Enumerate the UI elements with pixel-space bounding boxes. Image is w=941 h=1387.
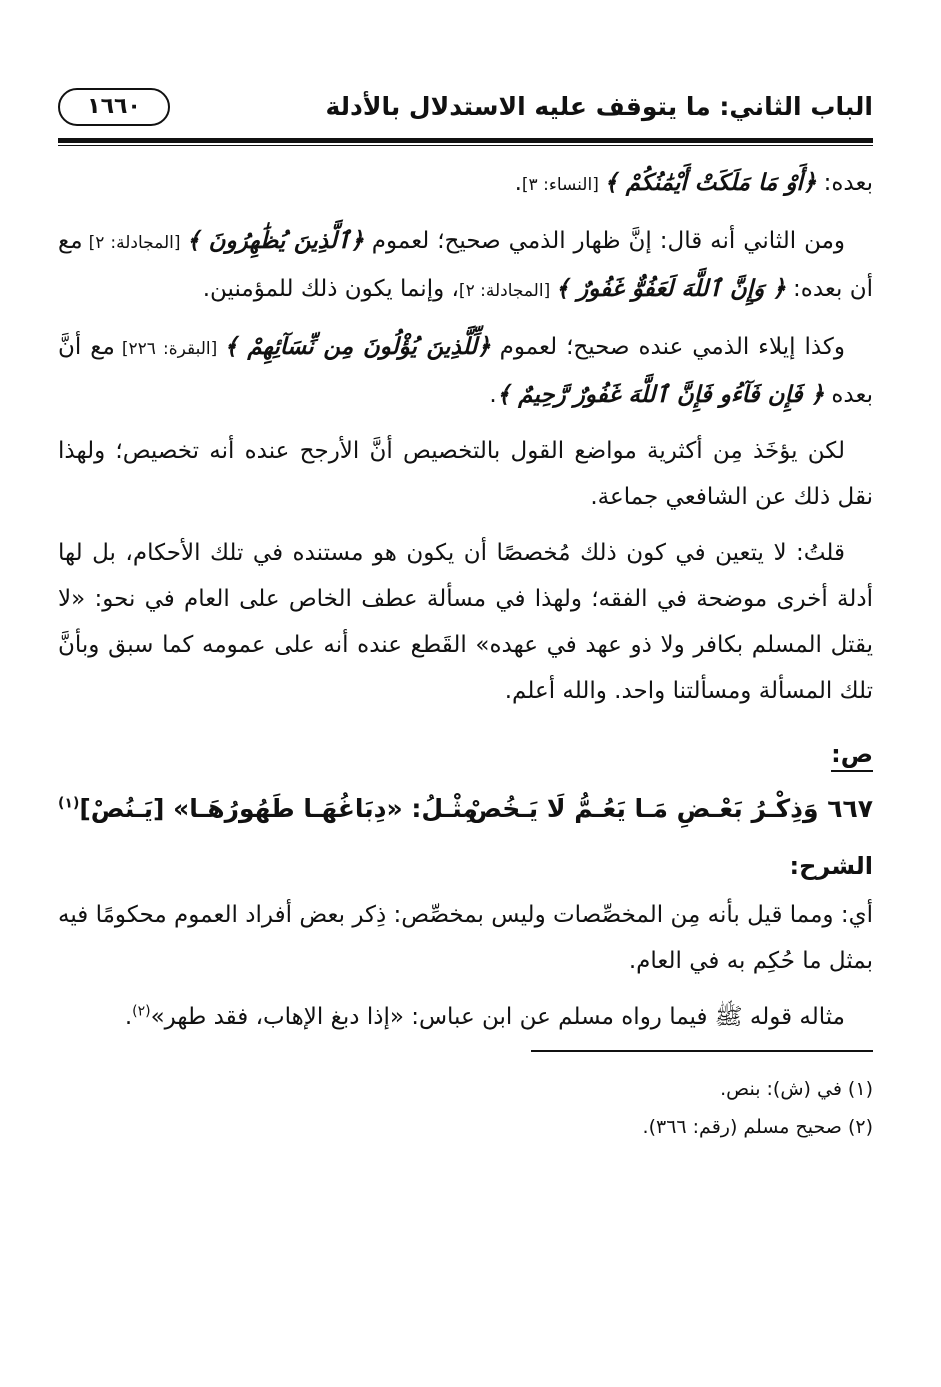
text: ، وإنما يكون ذلك للمؤمنين. (202, 276, 459, 302)
quran-verse: ﴿ٱلَّذِينَ يُظَٰهِرُونَ ﴾ (186, 228, 364, 254)
text: . (124, 1004, 133, 1030)
verse-citation: [المجادلة: ٢] (82, 233, 187, 253)
quran-verse: ﴿لِّلَّذِينَ يُؤْلُونَ مِن نِّسَآئِهِمْ ﴾ (224, 334, 491, 360)
text: . (489, 382, 497, 408)
page-number: ١٦٦٠ (58, 88, 170, 126)
poem-verse (58, 780, 873, 834)
quran-verse: ﴿أَوْ مَا مَلَكَتْ أَيْمَٰنُكُمْ ﴾ (604, 170, 817, 196)
poem-hemistich-2 (58, 786, 478, 832)
main-text (58, 160, 873, 1040)
quran-verse: ﴿ وَإِنَّ ٱللَّهَ لَعَفُوٌّ غَفُورٌ ﴾ (555, 276, 786, 302)
footnotes (58, 1070, 873, 1146)
text: وكذا إيلاء الذمي عنده صحيح؛ لعموم (490, 334, 845, 360)
text: ومن الثاني أنه قال: إنَّ ظهار الذمي صحيح؛ لعموم (363, 228, 846, 254)
header-rule-thick (58, 138, 873, 143)
paragraph-1 (58, 160, 873, 208)
paragraph-7 (58, 994, 873, 1040)
text: مثاله قوله ﷺ فيما رواه مسلم عن ابن عباس: «إذا دبغ الإهاب، فقد طهر» (150, 1004, 845, 1030)
verse-citation: [المجادلة: ٢] (458, 281, 556, 301)
text: مع أنَّ بعده (58, 334, 873, 408)
verse-citation: [النساء: ٣] (521, 175, 605, 195)
book-page (58, 88, 873, 1146)
chapter-title: الباب الثاني: ما يتوقف عليه الاستدلال بالأدلة (325, 92, 873, 121)
footnote-ref-1: (١) (58, 795, 80, 812)
page-header (58, 88, 873, 134)
text: مع أن بعده: (58, 228, 873, 302)
footnote-1: (١) في (ش): بنص. (720, 1078, 873, 1100)
paragraph-2 (58, 218, 873, 314)
text: بعده: (816, 170, 873, 196)
paragraph-5: قلتُ: لا يتعين في كون ذلك مُخصصًا أن يكون هو مستنده في تلك الأحكام، بل لها أدلة أخرى موضحة في الفقه؛ ولهذا في مسألة عطف الخاص على العام في نحو: «لا يقتل المسلم بكافر ولا ذو عهد في عهده» القَطع عنده أنه على عمومه كما سبق وبأنَّ تلك المسألة ومسألتنا واحد. والله أعلم. (58, 540, 873, 704)
sharh-label: الشرح: (789, 852, 873, 880)
footnote-rule (531, 1050, 873, 1052)
poem-hemistich-1: ٦٦٧ وَذِكْـرُ بَعْـضِ مَـا يَعُـمُّ لَا يَـخُصْ (468, 794, 873, 823)
footnote-ref-2: (٢) (132, 1003, 151, 1020)
matn-label: ص: (831, 738, 873, 772)
verse-citation: [البقرة: ٢٢٦] (114, 339, 225, 359)
paragraph-3 (58, 324, 873, 418)
paragraph-4: لكن يؤخَذ مِن أكثرية مواضع القول بالتخصيص أنَّ الأرجح عنده أنه تخصيص؛ ولهذا نقل ذلك عن الشافعي جماعة. (58, 438, 873, 510)
paragraph-6: أي: ومما قيل بأنه مِن المخصِّصات وليس بمخصِّص: ذِكر بعض أفراد العموم محكومًا فيه بمثل ما حُكِم به في العام. (58, 902, 873, 974)
hemistich-text: مِثْـلُ: «دِبَاغُهَـا طَهُورُهَـا» [يَـنُصْ] (79, 794, 478, 823)
footnote-2: (٢) صحيح مسلم (رقم: ٣٦٦). (642, 1116, 873, 1138)
text: . (514, 170, 522, 196)
quran-verse: ﴿ فَإِن فَآءُو فَإِنَّ ٱللَّهَ غَفُورٌ رَّحِيمٌ ﴾ (496, 382, 825, 408)
header-rule-thin (58, 145, 873, 146)
